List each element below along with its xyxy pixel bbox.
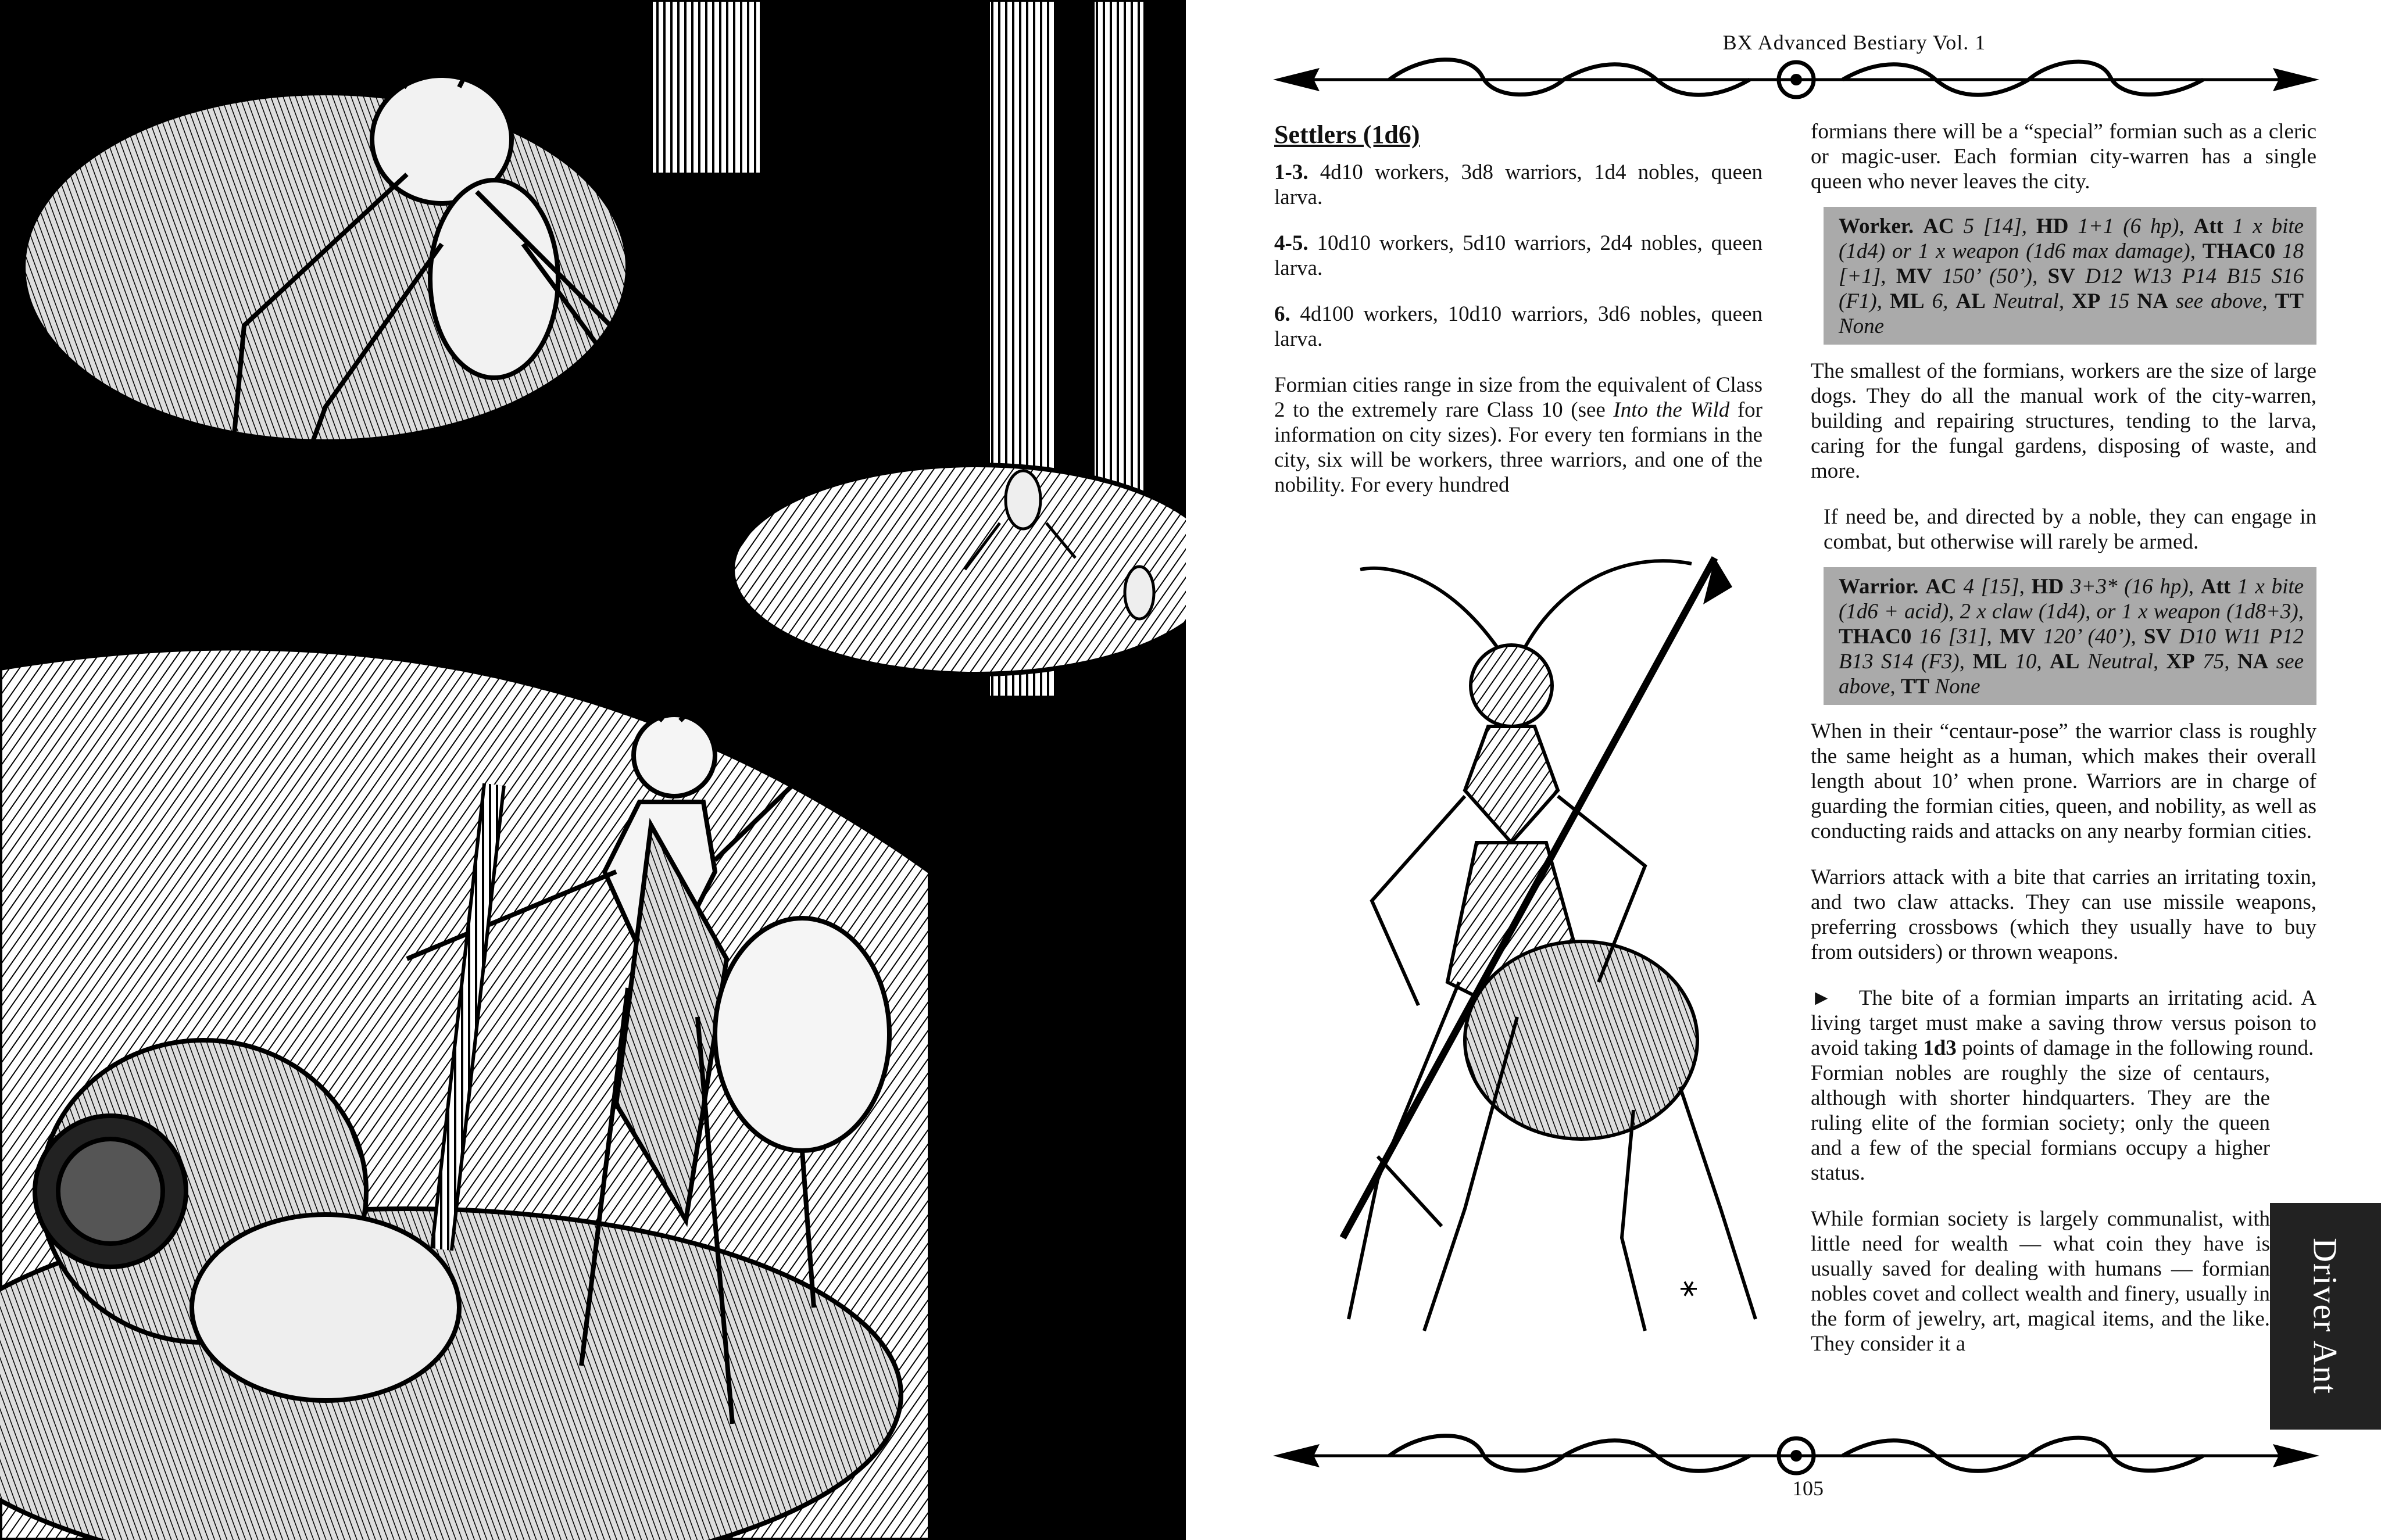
nobles-paragraph: Formian nobles are roughly the size of centaurs, although with shorter hindquarters. They are the ruling elite of the formian society; only the queen and a few of the special formians occupy a higher status. [1811,1061,2270,1185]
book-reference: Into the Wild [1613,398,1730,422]
chapter-thumb-tab [2270,1203,2381,1430]
entry-text: 4d100 workers, 10d10 warriors, 3d6 nobles, queen larva. [1274,302,1762,351]
warrior-statblock: Warrior. AC 4 [15], HD 3+3* (16 hp), Att 1 x bite (1d6 + acid), 2 x claw (1d4), or 1 x weapon (1d8+3), THAC0 16 [31], MV 120’ (40’), SV D10 W11 P12 B13 S14 (F3), ML 10, AL Neutral, XP 75, NA see above, TT None [1824,567,2316,705]
acid-ability: ► The bite of a formian imparts an irritating acid. A living target must make a saving throw versus poison to avoid taking 1d3 points of damage in the following round. [1811,986,2317,1060]
worker-combat: If need be, and directed by a noble, they can engage in combat, but otherwise will rarely be armed. [1824,505,2316,554]
right-page [1244,0,2381,1540]
left-column [1274,122,1762,518]
roll-range: 1-3. [1274,160,1309,184]
right-column [1811,119,2316,1377]
roll-range: 4-5. [1274,231,1309,255]
entry-text: 10d10 workers, 5d10 warriors, 2d4 nobles, queen larva. [1274,231,1762,280]
city-size-paragraph: Formian cities range in size from the equivalent of Class 2 to the extremely rare Class 10 (see Into the Wild for information on city sizes). For every ten formians in the city, six will be workers, three warriors, and one of the nobility. For every hundred [1274,373,1762,497]
triangle-bullet-icon: ► [1811,986,1832,1010]
society-paragraph: While formian society is largely communalist, with little need for wealth — what coin they have is usually saved for dealing with humans — formian nobles covet and collect wealth and finery, usually in the form of jewelry, art, magical items, and the like. They consider it a [1811,1207,2270,1356]
roll-range: 6. [1274,302,1290,326]
settlers-heading: Settlers (1d6) [1274,120,1420,149]
left-page-illustration [0,0,1186,1540]
entry-text: 4d10 workers, 3d8 warriors, 1d4 nobles, queen larva. [1274,160,1762,209]
footer-ornament [1273,1430,2319,1482]
stat-name: Warrior. [1839,575,1919,599]
stat-name: Worker. [1839,214,1914,238]
thumb-tab-label: Driver Ant [2306,1238,2344,1395]
running-header: BX Advanced Bestiary Vol. 1 [1722,31,1986,54]
svg-text:⚹: ⚹ [1680,1269,1697,1303]
settlers-entry-1 [1274,160,1762,210]
warrior-attack: Warriors attack with a bite that carries an irritating toxin, and two claw attacks. They can use missile weapons, preferring crossbows (which they usually have to buy from outsiders) or thrown weapons. [1811,865,2316,964]
continued-paragraph: formians there will be a “special” formian such as a cleric or magic-user. Each formian city-warren has a single queen who never leaves the city. [1811,120,2316,194]
worker-statblock: Worker. AC 5 [14], HD 1+1 (6 hp), Att 1 x bite (1d4) or 1 x weapon (1d6 max damage), THAC0 18 [+1], MV 150’ (50’), SV D12 W13 P14 B15 S16 (F1), ML 6, AL Neutral, XP 15 NA see above, TT None [1824,207,2316,345]
warrior-formian-illustration [1273,540,1785,1366]
formian-city-illustration [0,0,1186,1540]
settlers-entry-3 [1274,302,1762,352]
page-number: 105 [1792,1477,1824,1500]
settlers-entry-2 [1274,231,1762,281]
warrior-description: When in their “centaur-pose” the warrior class is roughly the same height as a human, which makes their overall length about 10’ when prone. Warriors are in charge of guarding the formian cities, queen, and nobility, as well as conducting raids and attacks on any nearby formian cities. [1811,719,2316,843]
svg-text:⚹: ⚹ [1035,1462,1059,1509]
worker-description: The smallest of the formians, workers are the size of large dogs. They do all the manual work of the city-warren, building and repairing structures, tending to the larva, caring for the fungal gardens, disposing of waste, and more. [1811,359,2316,483]
acid-damage: 1d3 [1923,1036,1957,1060]
header-ornament [1273,53,2319,106]
